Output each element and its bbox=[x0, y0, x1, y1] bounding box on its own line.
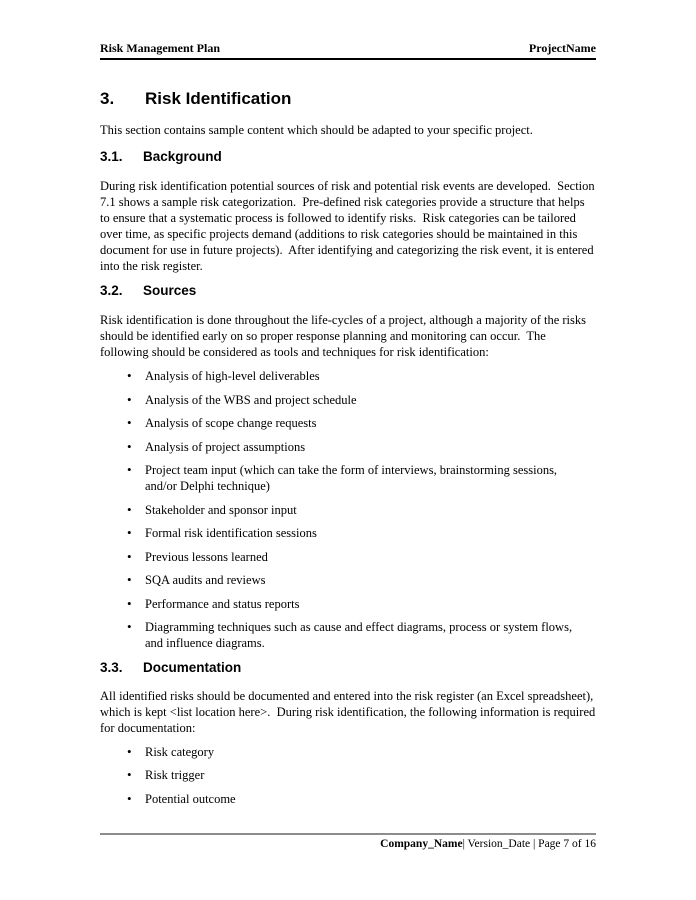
bullet-item: • Risk category bbox=[145, 744, 575, 760]
running-footer bbox=[100, 833, 596, 852]
running-header bbox=[100, 42, 596, 60]
sources-bullet-list bbox=[100, 368, 596, 651]
subsection-number: 3.3. bbox=[100, 659, 123, 675]
bullet-item: • Diagramming techniques such as cause and effect diagrams, process or system flows, and influence diagrams. bbox=[145, 619, 575, 651]
subsection-heading-background bbox=[100, 148, 596, 166]
sources-paragraph: Risk identification is done throughout the life-cycles of a project, although a majority of the risks should be identified early on so proper response planning and monitoring can occur. The following should be considered as tools and techniques for risk identification: bbox=[100, 313, 590, 359]
subsection-heading-documentation bbox=[100, 659, 596, 677]
bullet-item: • Performance and status reports bbox=[145, 596, 575, 612]
section-number: 3. bbox=[100, 89, 115, 108]
documentation-paragraph: All identified risks should be documented and entered into the risk register (an Excel spreadsheet), which is kept <list location here>. During risk identification, the following information is required for documentation: bbox=[100, 688, 599, 735]
footer-company-name: Company_Name bbox=[380, 838, 463, 850]
section-heading-risk-identification bbox=[100, 88, 596, 110]
subsection-heading-sources bbox=[100, 282, 596, 300]
subsection-title: Documentation bbox=[143, 659, 242, 675]
bullet-item: • Formal risk identification sessions bbox=[145, 525, 575, 541]
header-document-title: Risk Management Plan bbox=[100, 41, 220, 55]
bullet-item: • Stakeholder and sponsor input bbox=[145, 502, 575, 518]
bullet-item: • Analysis of the WBS and project schedule bbox=[145, 392, 575, 408]
footer-version-page-info: | Version_Date | Page 7 of 16 bbox=[462, 838, 596, 850]
section-title: Risk Identification bbox=[145, 89, 292, 108]
subsection-number: 3.1. bbox=[100, 149, 123, 164]
bullet-item: • Project team input (which can take the form of interviews, brainstorming sessions, and/or Delphi technique) bbox=[145, 462, 575, 494]
bullet-item: • Analysis of high-level deliverables bbox=[145, 368, 575, 384]
header-project-name: ProjectName bbox=[528, 41, 596, 55]
subsection-number: 3.2. bbox=[100, 283, 123, 298]
bullet-item: • SQA audits and reviews bbox=[145, 572, 575, 588]
bullet-item: • Analysis of scope change requests bbox=[145, 415, 575, 431]
subsection-title: Sources bbox=[143, 283, 197, 298]
bullet-item: • Potential outcome bbox=[145, 791, 575, 807]
bullet-item: • Previous lessons learned bbox=[145, 549, 575, 565]
subsection-title: Background bbox=[143, 149, 222, 164]
background-paragraph: During risk identification potential sources of risk and potential risk events are developed. Section 7.1 shows a sample risk categorization. Pre-defined risk categories provide a structure that helps to ensure that a systematic process is followed to identify risks. Risk categories can be tailored over time, as specific projects demand (additions to risk categories should be maintained in this document for use in future projects). After identifying and categorizing the risk event, it is entered into the risk register. bbox=[100, 179, 598, 273]
bullet-item: • Analysis of project assumptions bbox=[145, 439, 575, 455]
section-intro-paragraph: This section contains sample content which should be adapted to your specific project. bbox=[100, 123, 533, 137]
bullet-item: • Risk trigger bbox=[145, 767, 575, 783]
documentation-bullet-list bbox=[100, 744, 596, 807]
